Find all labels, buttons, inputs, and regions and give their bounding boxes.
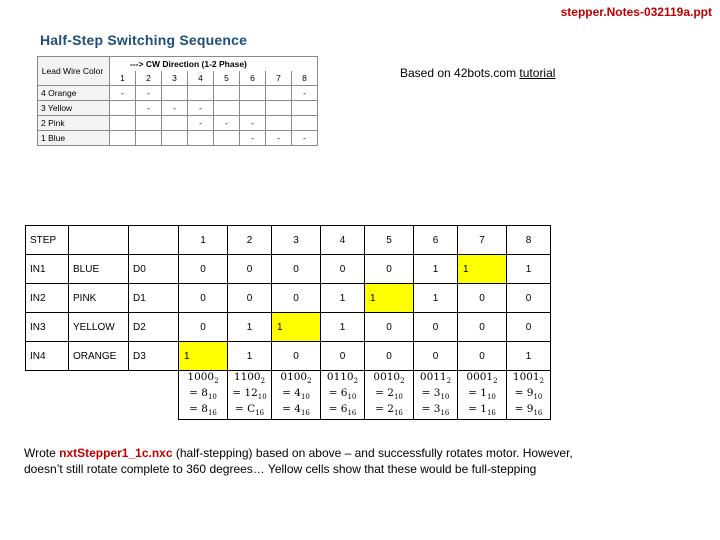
value-cell: 0 — [458, 342, 507, 371]
base-16: 16 — [255, 409, 265, 418]
data-pin: D2 — [129, 313, 179, 342]
value-cell: 0 — [414, 342, 458, 371]
half-step-cell — [188, 131, 214, 146]
conversion-cell: $0100_2$ = $4_{10}$ = $4_{16}$ — [272, 371, 321, 420]
half-step-sequence-table — [37, 56, 318, 146]
half-step-cell: - — [292, 131, 318, 146]
base-10: 10 — [207, 393, 217, 402]
note-filename: nxtStepper1_1c.nxc — [59, 446, 173, 460]
value-cell: 0 — [179, 284, 228, 313]
value-cell: 0 — [507, 313, 551, 342]
data-pin: D3 — [129, 342, 179, 371]
base-10: 10 — [486, 393, 496, 402]
blank-cell — [69, 371, 129, 420]
base-2: 2 — [539, 377, 545, 386]
value-cell: 0 — [365, 255, 414, 284]
wire-color: YELLOW — [69, 313, 129, 342]
half-step-number: 5 — [214, 71, 240, 86]
wire-color: BLUE — [69, 255, 129, 284]
step-table — [25, 225, 551, 420]
wire-color: ORANGE — [69, 342, 129, 371]
base-16: 16 — [393, 409, 403, 418]
value-cell: 1 — [321, 284, 365, 313]
base-16: 16 — [440, 409, 450, 418]
wire-color: PINK — [69, 284, 129, 313]
step-header-cell: 4 — [321, 226, 365, 255]
value-cell: 1 — [228, 342, 272, 371]
half-step-cell: - — [292, 86, 318, 101]
note-text: (half-stepping) based on above – and successfully rotates motor. However, doesn’t still rotate complete to 360 degrees… Yellow cells show that these would be full-stepping — [24, 446, 573, 476]
half-step-cell: - — [162, 101, 188, 116]
decimal-value: 6 — [340, 387, 348, 400]
base-16: 16 — [486, 409, 496, 418]
input-name: IN1 — [26, 255, 69, 284]
half-step-number: 3 — [162, 71, 188, 86]
half-step-number: 4 — [188, 71, 214, 86]
decimal-value: 12 — [244, 387, 258, 400]
half-step-cell: - — [240, 131, 266, 146]
decimal-value: 2 — [387, 387, 394, 400]
blank-cell — [129, 371, 179, 420]
full-step-cell: 1 — [272, 313, 321, 342]
base-16: 16 — [300, 409, 310, 418]
half-step-cell: - — [136, 86, 162, 101]
document-title: stepper.Notes-032119a.ppt — [560, 5, 712, 19]
value-cell: 0 — [179, 255, 228, 284]
base-2: 2 — [214, 377, 219, 386]
half-step-cell: - — [214, 116, 240, 131]
note-prefix: Wrote — [24, 446, 60, 460]
half-step-cell — [110, 131, 136, 146]
base-2: 2 — [353, 377, 359, 386]
value-cell: 0 — [228, 255, 272, 284]
decimal-value: 1 — [480, 387, 487, 400]
lead-wire-label: 2 Pink — [38, 116, 110, 131]
full-step-cell: 1 — [458, 255, 507, 284]
value-cell: 1 — [321, 313, 365, 342]
half-step-cell — [136, 131, 162, 146]
decimal-value: 8 — [201, 387, 208, 400]
half-step-cell — [266, 101, 292, 116]
value-cell: 1 — [507, 342, 551, 371]
input-name: IN2 — [26, 284, 69, 313]
step-header-cell: 8 — [507, 226, 551, 255]
half-step-cell — [240, 101, 266, 116]
value-cell: 0 — [321, 342, 365, 371]
input-row — [26, 342, 551, 371]
half-step-cell — [162, 116, 188, 131]
conversion-cell: $0011_2$ = $3_{10}$ = $3_{16}$ — [414, 371, 458, 420]
reference-note — [400, 66, 555, 80]
base-10: 10 — [533, 393, 543, 402]
input-row — [26, 313, 551, 342]
input-name: IN3 — [26, 313, 69, 342]
half-step-number: 6 — [240, 71, 266, 86]
value-cell: 0 — [272, 255, 321, 284]
half-step-row — [38, 86, 318, 101]
half-step-cell — [110, 116, 136, 131]
value-cell: 0 — [272, 284, 321, 313]
conversion-cell: $0110_2$ = $6_{10}$ = $6_{16}$ — [321, 371, 365, 420]
hex-value: 9 — [526, 403, 534, 416]
blank-cell — [26, 371, 69, 420]
base-2: 2 — [307, 377, 312, 386]
hex-value: 6 — [340, 403, 348, 416]
half-step-cell — [188, 86, 214, 101]
lead-wire-label: 4 Orange — [38, 86, 110, 101]
hex-value: 4 — [294, 403, 301, 416]
full-step-cell: 1 — [365, 284, 414, 313]
reference-prefix: Based on 42bots.com — [400, 66, 520, 80]
step-header-cell: 1 — [179, 226, 228, 255]
base-16: 16 — [207, 409, 217, 418]
hex-value: 2 — [387, 403, 394, 416]
base-10: 10 — [300, 393, 310, 402]
value-cell: 0 — [458, 313, 507, 342]
half-step-cell — [214, 131, 240, 146]
full-step-cell: 1 — [179, 342, 228, 371]
half-step-title: Half-Step Switching Sequence — [40, 32, 248, 48]
input-row — [26, 284, 551, 313]
hex-value: 3 — [433, 403, 441, 416]
binary-value: 1000 — [187, 371, 215, 383]
value-cell: 0 — [365, 342, 414, 371]
base-10: 10 — [440, 393, 450, 402]
value-cell: 1 — [228, 313, 272, 342]
value-cell: 0 — [321, 255, 365, 284]
conversion-cell: $0010_2$ = $2_{10}$ = $2_{16}$ — [365, 371, 414, 420]
binary-value: 0100 — [280, 371, 308, 383]
binary-value: 0010 — [373, 371, 401, 383]
base-2: 2 — [260, 377, 266, 386]
hex-value: 1 — [480, 403, 487, 416]
half-step-cell — [162, 86, 188, 101]
step-header-cell: 3 — [272, 226, 321, 255]
value-cell: 1 — [414, 255, 458, 284]
base-10: 10 — [347, 393, 357, 402]
decimal-value: 3 — [433, 387, 441, 400]
base-2: 2 — [493, 377, 498, 386]
half-step-row — [38, 131, 318, 146]
step-label: STEP — [26, 226, 69, 255]
lead-wire-header: Lead Wire Color — [38, 57, 110, 86]
half-step-number: 1 — [110, 71, 136, 86]
half-step-number: 7 — [266, 71, 292, 86]
direction-label: ---> CW Direction (1-2 Phase) — [110, 57, 318, 72]
binary-value: 0001 — [466, 371, 494, 383]
value-cell: 1 — [507, 255, 551, 284]
half-step-number: 2 — [136, 71, 162, 86]
value-cell: 0 — [179, 313, 228, 342]
step-header-cell — [129, 226, 179, 255]
binary-value: 1100 — [233, 371, 261, 383]
half-step-cell — [214, 101, 240, 116]
value-cell: 0 — [272, 342, 321, 371]
half-step-cell: - — [136, 101, 162, 116]
step-header-cell: 6 — [414, 226, 458, 255]
input-name: IN4 — [26, 342, 69, 371]
base-10: 10 — [393, 393, 403, 402]
base-2: 2 — [400, 377, 405, 386]
base-2: 2 — [446, 377, 452, 386]
summary-note — [24, 445, 584, 477]
half-step-cell: - — [188, 101, 214, 116]
half-step-cell — [292, 116, 318, 131]
half-step-cell: - — [240, 116, 266, 131]
half-step-cell — [240, 86, 266, 101]
decimal-value: 9 — [526, 387, 534, 400]
data-pin: D1 — [129, 284, 179, 313]
half-step-cell — [162, 131, 188, 146]
binary-value: 1001 — [512, 371, 540, 383]
lead-wire-label: 3 Yellow — [38, 101, 110, 116]
value-cell: 0 — [507, 284, 551, 313]
value-cell: 0 — [458, 284, 507, 313]
value-cell: 0 — [365, 313, 414, 342]
base-16: 16 — [347, 409, 357, 418]
input-row — [26, 255, 551, 284]
half-step-cell: - — [266, 131, 292, 146]
half-step-cell — [266, 116, 292, 131]
conversion-cell: $0001_2$ = $1_{10}$ = $1_{16}$ — [458, 371, 507, 420]
step-header-cell: 5 — [365, 226, 414, 255]
half-step-cell — [292, 101, 318, 116]
half-step-cell — [214, 86, 240, 101]
base-16: 16 — [533, 409, 543, 418]
half-step-number: 8 — [292, 71, 318, 86]
data-pin: D0 — [129, 255, 179, 284]
half-step-cell: - — [188, 116, 214, 131]
conversion-cell: $1001_2$ = $9_{10}$ = $9_{16}$ — [507, 371, 551, 420]
step-header-cell: 2 — [228, 226, 272, 255]
half-step-cell — [266, 86, 292, 101]
hex-value: 8 — [201, 403, 208, 416]
half-step-row — [38, 101, 318, 116]
half-step-cell — [110, 101, 136, 116]
step-header-cell: 7 — [458, 226, 507, 255]
half-step-cell — [136, 116, 162, 131]
conversion-cell: $1000_2$ = $8_{10}$ = $8_{16}$ — [179, 371, 228, 420]
value-cell: 0 — [228, 284, 272, 313]
binary-value: 0011 — [419, 371, 447, 383]
half-step-cell: - — [110, 86, 136, 101]
value-cell: 1 — [414, 284, 458, 313]
step-header-row — [26, 226, 551, 255]
decimal-value: 4 — [294, 387, 301, 400]
base-10: 10 — [257, 393, 267, 402]
half-step-row — [38, 116, 318, 131]
lead-wire-label: 1 Blue — [38, 131, 110, 146]
step-header-cell — [69, 226, 129, 255]
hex-value: C — [247, 403, 256, 416]
conversion-row — [26, 371, 551, 420]
conversion-cell: $1100_2$ = $12_{10}$ = $C_{16}$ — [228, 371, 272, 420]
value-cell: 0 — [414, 313, 458, 342]
tutorial-link[interactable]: tutorial — [519, 66, 556, 80]
binary-value: 0110 — [326, 371, 354, 383]
